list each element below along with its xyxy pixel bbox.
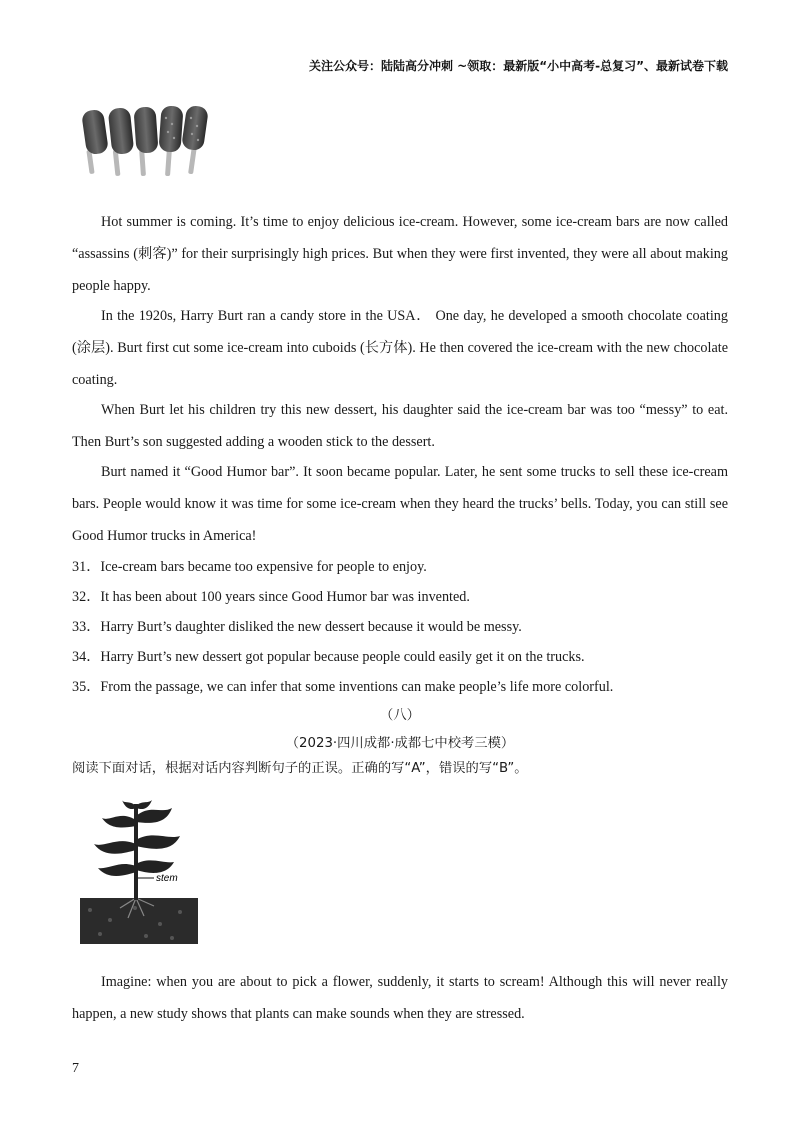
question-list: [72, 552, 728, 702]
passage-paragraph: Imagine: when you are about to pick a flower, suddenly, it starts to scream! Although this will never really happen, a new study shows that plants can make sounds when they are stressed.: [72, 974, 728, 1022]
section-instruction: 阅读下面对话，根据对话内容判断句子的正误。正确的写“A”，错误的写“B”。: [72, 761, 528, 776]
section-source: （2023·四川成都·成都七中校考三模）: [285, 736, 515, 751]
question-item: 35．From the passage, we can infer that some inventions can make people’s life more colorful.: [72, 679, 614, 695]
question-item: 32．It has been about 100 years since Good Humor bar was invented.: [72, 589, 470, 605]
passage-eight: [72, 966, 728, 1030]
passage-paragraph: When Burt let his children try this new dessert, his daughter said the ice-cream bar was too “messy” to eat. Then Burt’s son suggested adding a wooden stick to the dessert.: [72, 402, 728, 450]
section-heading: （八）: [380, 708, 420, 723]
section-eight: [72, 702, 728, 780]
passage-paragraph: Hot summer is coming. It’s time to enjoy delicious ice-cream. However, some ice-cream bars are now called “assassins (刺客)” for their surprisingly high prices. But when they were first invented, they were all about making people happy.: [72, 214, 728, 294]
page-number: 7: [72, 1061, 79, 1076]
passage-paragraph: Burt named it “Good Humor bar”. It soon became popular. Later, he sent some trucks to sell these ice-cream bars. People would know it was time for some ice-cream when they heard the trucks’ bells. Today, you can still see Good Humor trucks in America!: [72, 464, 728, 544]
passage-paragraph: In the 1920s, Harry Burt ran a candy store in the USA． One day, he developed a smooth chocolate coating (涂层). Burt first cut some ice-cream into cuboids (长方体). He then covered the ice-cream with the new chocolate coating.: [72, 308, 728, 388]
page-header: 关注公众号：陆陆高分冲刺 ~领取：最新版“小中高考-总复习”、最新试卷下载: [309, 59, 728, 73]
passage-seven: [72, 206, 728, 702]
plant-with-stem-illustration: [80, 800, 200, 946]
stem-label: stem: [156, 873, 178, 884]
question-item: 31．Ice-cream bars became too expensive for people to enjoy.: [72, 559, 427, 575]
question-item: 34．Harry Burt’s new dessert got popular because people could easily get it on the trucks.: [72, 649, 585, 665]
ice-cream-bars-illustration: [80, 104, 220, 182]
question-item: 33．Harry Burt’s daughter disliked the new dessert because it would be messy.: [72, 619, 522, 635]
